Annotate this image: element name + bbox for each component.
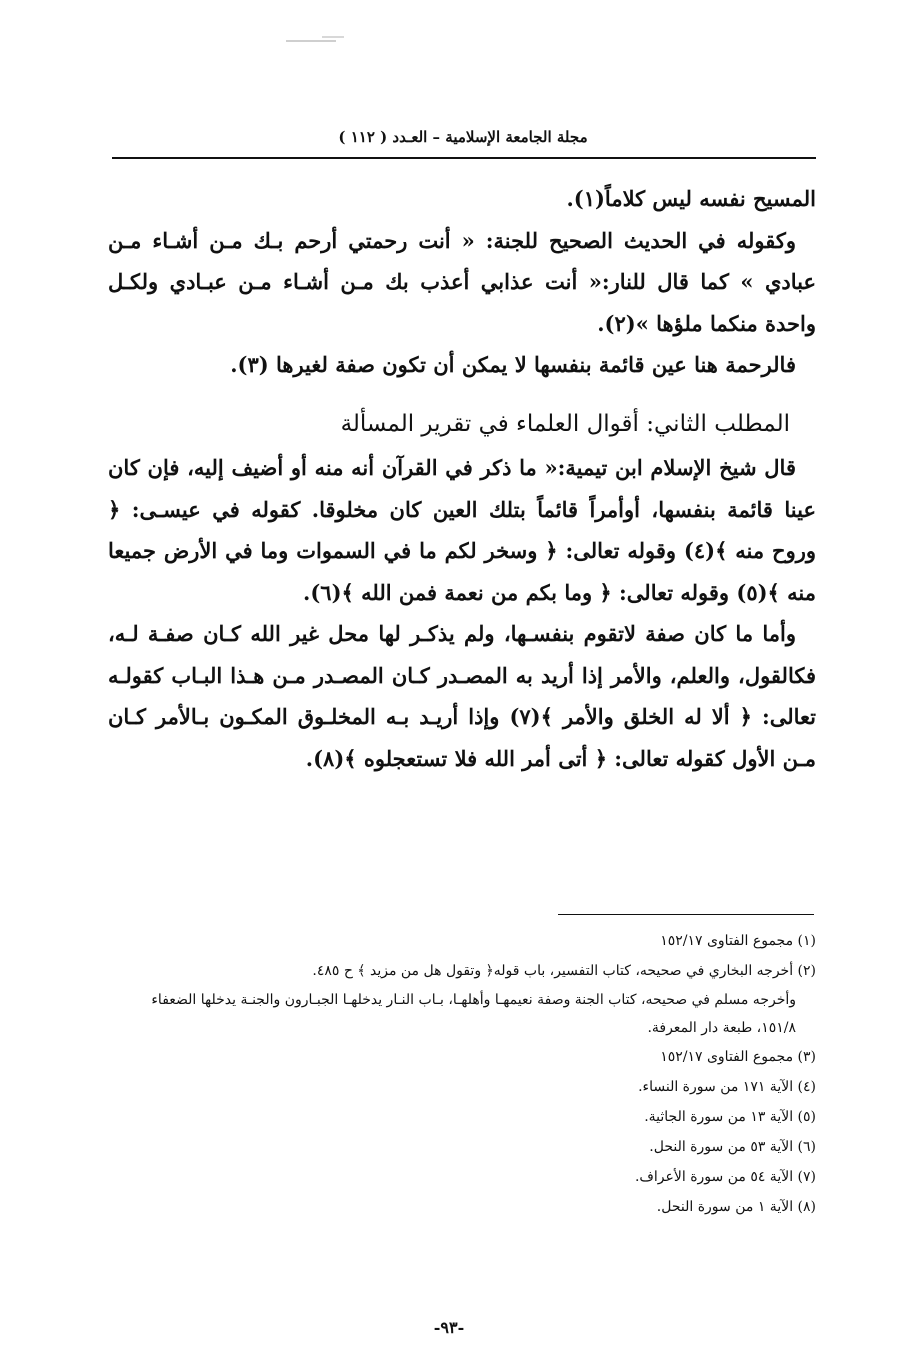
main-text [108,178,816,779]
footnote: (٣) مجموع الفتاوى ١٥٢/١٧ [660,1049,816,1065]
footnote: (٦) الآية ٥٣ من سورة النحل. [649,1139,816,1155]
footnote: (٥) الآية ١٣ من سورة الجاثية. [644,1109,816,1125]
footnote: (٨) الآية ١ من سورة النحل. [656,1199,816,1215]
footnote: (١) مجموع الفتاوى ١٥٢/١٧ [660,933,816,949]
running-header: مجلة الجامعة الإسلامية – العـدد ( ١١٢ ) [338,128,588,146]
page-number: -٩٣- [433,1318,465,1337]
scan-mark [286,40,336,42]
footnote: (٢) أخرجه البخاري في صحيحه، كتاب التفسير، باب قوله﴿ وتقول هل من مزيد ﴾ ح ٤٨٥. [312,963,816,979]
paragraph: وأما ما كان صفة لاتقوم بنفسـها، ولم يذكـر لها محل غير الله كـان صفـة لـه، فكالقول، والعلم، والأمر إذا أريد به المصـدر كـان المصـدر مـن هـذا البـاب كقولـه تعالى: ﴿ ألا له الخلق والأمر ﴾(٧) وإذا أريـد بـه المخلـوق المكـون بـالأمر كـان مـن الأول كقوله تعالى: ﴿ أتى أمر الله فلا تستعجلوه ﴾(٨). [108,621,816,771]
footnotes [108,926,816,1222]
footnote: (٧) الآية ٥٤ من سورة الأعراف. [634,1169,816,1185]
paragraph: المسيح نفسه ليس كلاماً(١). [566,186,816,211]
footnote-continuation: وأخرجه مسلم في صحيحه، كتاب الجنة وصفة نعيمهـا وأهلهـا، بـاب النـار يدخلهـا الجبـارون والجنـة يدخلها الضعفاء ١٥١/٨، طبعة دار المعرفة. [151,992,796,1036]
paragraph: فالرحمة هنا عين قائمة بنفسها لا يمكن أن تكون صفة لغيرها (٣). [230,352,796,377]
paragraph: قال شيخ الإسلام ابن تيمية:« ما ذكر في القرآن أنه منه أو أضيف إليه، فإن كان عينا قائمة بنفسها، أوأمراً قائماً بتلك العين كان مخلوقا. كقوله في عيسـى: ﴿ وروح منه ﴾(٤) وقوله تعالى: ﴿ وسخر لكم ما في السموات وما في الأرض جميعا منه ﴾(٥) وقوله تعالى: ﴿ وما بكم من نعمة فمن الله ﴾(٦). [108,455,816,605]
header-divider [112,157,816,159]
section-heading: المطلب الثاني: أقوال العلماء في تقرير المسألة [340,410,790,437]
footnote-divider [558,914,814,915]
scan-mark [322,36,344,38]
paragraph: وكقوله في الحديث الصحيح للجنة: « أنت رحمتي أرحم بـك مـن أشـاء مـن عبادي » كما قال للنار:« أنت عذابي أعذب بك مـن أشـاء مـن عبـادي ولكـل واحدة منكما ملؤها »(٢). [108,227,816,336]
footnote: (٤) الآية ١٧١ من سورة النساء. [638,1079,816,1095]
